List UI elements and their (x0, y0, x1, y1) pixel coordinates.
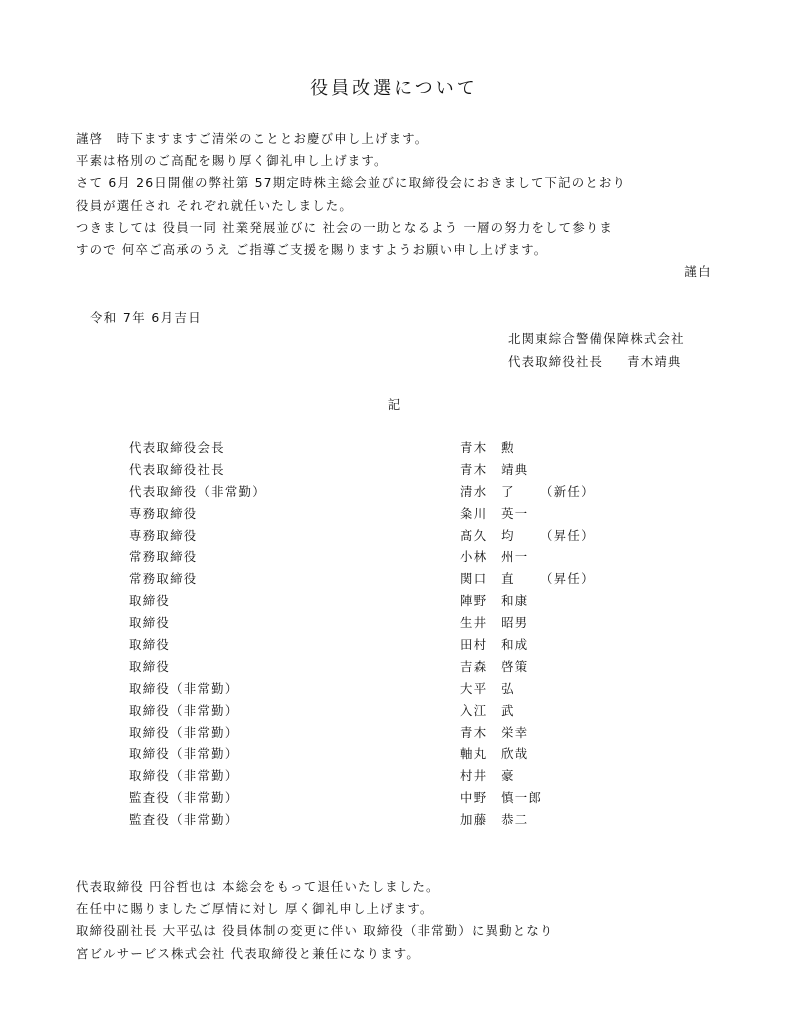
officer-name: 清水 了 (460, 483, 515, 499)
officer-row (129, 459, 649, 481)
notice-line: 在任中に賜りましたご厚情に対し 厚く御礼申し上げます。 (76, 901, 434, 917)
officer-note: （新任） (540, 483, 595, 499)
officer-row (129, 809, 649, 831)
officer-position: 専務取締役 (129, 505, 198, 521)
representative-title: 代表取締役社長 (508, 353, 604, 369)
officer-position: 専務取締役 (129, 527, 198, 543)
officer-position: 取締役（非常勤） (129, 724, 239, 740)
representative-line (508, 351, 685, 374)
officer-name: 田村 和成 (460, 637, 529, 653)
officer-row (129, 656, 649, 678)
officer-row (129, 700, 649, 722)
officer-name: 粂川 英一 (460, 505, 529, 521)
officer-name: 軸丸 欣哉 (460, 746, 529, 762)
officer-position: 代表取締役会長 (129, 440, 225, 455)
greeting-line: 役員が選任され それぞれ就任いたしました。 (76, 197, 353, 213)
officer-row (129, 743, 649, 765)
officer-row (129, 568, 649, 590)
officer-name: 生井 昭男 (460, 615, 529, 631)
retirement-notice (76, 876, 726, 965)
officer-position: 取締役（非常勤） (129, 702, 239, 718)
officer-position: 取締役（非常勤） (129, 746, 239, 762)
closing-word: 謹白 (684, 264, 712, 279)
officer-name: 陣野 和康 (460, 593, 529, 609)
officer-list (129, 437, 649, 831)
officer-position: 常務取締役 (129, 549, 198, 565)
officer-position: 代表取締役社長 (129, 461, 225, 477)
officer-position: 取締役 (129, 658, 171, 674)
officer-row (129, 678, 649, 700)
officer-position: 取締役 (129, 615, 171, 631)
officer-name: 青木 勲 (460, 440, 515, 455)
representative-name: 青木靖典 (627, 353, 682, 369)
officer-row (129, 546, 649, 568)
officer-note: （昇任） (540, 527, 595, 543)
officer-row (129, 612, 649, 634)
officer-position: 監査役（非常勤） (129, 790, 239, 806)
officer-row (129, 590, 649, 612)
officer-name: 入江 武 (460, 702, 515, 718)
officer-position: 取締役 (129, 593, 171, 609)
officer-name: 村井 豪 (460, 768, 515, 784)
officer-row (129, 525, 649, 547)
notice-line: 代表取締役 円谷哲也は 本総会をもって退任いたしました。 (76, 879, 440, 894)
document-title: 役員改選について (310, 78, 478, 99)
officer-row (129, 481, 649, 503)
officer-name: 小林 州一 (460, 549, 529, 565)
officer-row (129, 765, 649, 787)
officer-name: 吉森 啓策 (460, 658, 529, 674)
greeting-line: 謹啓 時下ますますご清栄のこととお慶び申し上げます。 (76, 131, 429, 146)
greeting-line: つきましては 役員一同 社業発展並びに 社会の一助となるよう 一層の努力をして参りま (76, 219, 613, 235)
officer-note: （昇任） (540, 571, 595, 587)
greeting-line: さて 6月 26日開催の弊社第 57期定時株主総会並びに取締役会におきまして下記のとおり (76, 175, 627, 191)
company-name: 北関東綜合警備保障株式会社 (508, 331, 685, 346)
officer-name: 青木 栄幸 (460, 724, 529, 740)
officer-position: 取締役（非常勤） (129, 680, 239, 696)
officer-position: 取締役（非常勤） (129, 768, 239, 784)
officer-row (129, 503, 649, 525)
company-block (508, 328, 685, 373)
officer-position: 常務取締役 (129, 571, 198, 587)
notice-line: 取締役副社長 大平弘は 役員体制の変更に伴い 取締役（非常勤）に異動となり (76, 923, 554, 939)
issue-date: 令和 7年 6月吉日 (90, 310, 202, 325)
officer-name: 大平 弘 (460, 680, 515, 696)
officer-position: 代表取締役（非常勤） (129, 483, 266, 499)
officer-name: 青木 靖典 (460, 461, 529, 477)
greeting-line: すので 何卒ご高承のうえ ご指導ご支援を賜りますようお願い申し上げます。 (76, 242, 548, 258)
greeting-paragraph (76, 128, 716, 261)
officer-name: 中野 慎一郎 (460, 790, 543, 806)
officer-row (129, 634, 649, 656)
ki-heading: 記 (387, 397, 401, 412)
officer-row (129, 787, 649, 809)
officer-name: 関口 直 (460, 571, 515, 587)
officer-row (129, 437, 649, 459)
officer-position: 取締役 (129, 637, 171, 653)
officer-name: 髙久 均 (460, 527, 515, 543)
greeting-line: 平素は格別のご高配を賜り厚く御礼申し上げます。 (76, 153, 388, 169)
officer-name: 加藤 恭二 (460, 812, 529, 828)
notice-line: 宮ビルサービス株式会社 代表取締役と兼任になります。 (76, 945, 420, 961)
officer-row (129, 722, 649, 744)
officer-position: 監査役（非常勤） (129, 812, 239, 828)
